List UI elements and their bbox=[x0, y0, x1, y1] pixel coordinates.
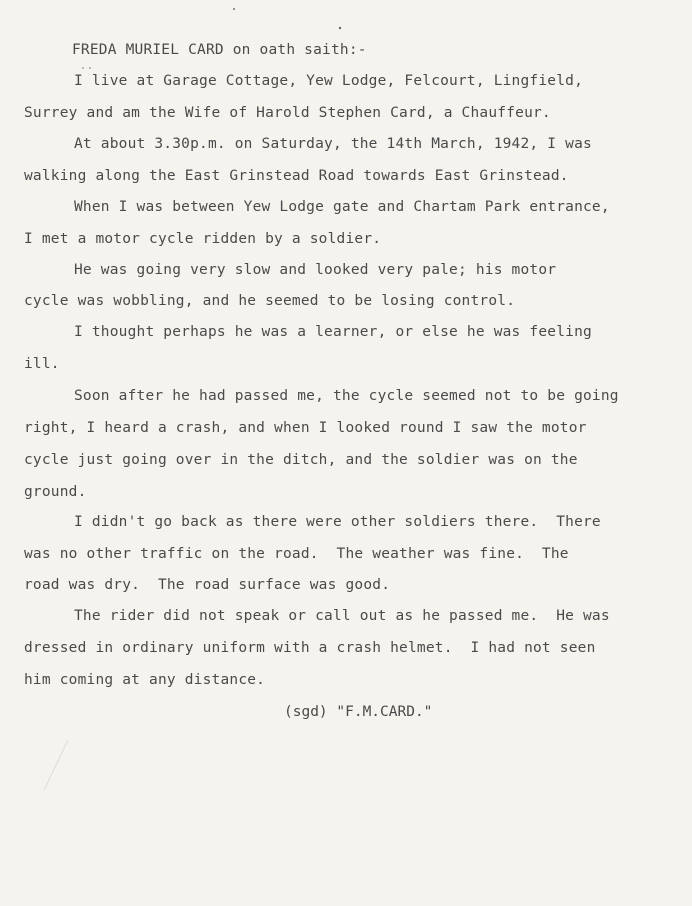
statement-line: cycle just going over in the ditch, and the soldier was on the bbox=[24, 452, 578, 468]
statement-line: He was going very slow and looked very pale; his motor bbox=[74, 262, 557, 278]
signature-line: (sgd) "F.M.CARD." bbox=[284, 704, 433, 720]
statement-line: I didn't go back as there were other soldiers there. There bbox=[74, 514, 601, 530]
statement-line: I live at Garage Cottage, Yew Lodge, Felcourt, Lingfield, bbox=[74, 73, 583, 89]
statement-heading: FREDA MURIEL CARD on oath saith:- bbox=[72, 42, 367, 58]
statement-line: I met a motor cycle ridden by a soldier. bbox=[24, 231, 382, 247]
statement-line: was no other traffic on the road. The weather was fine. The bbox=[24, 546, 569, 562]
statement-line: road was dry. The road surface was good. bbox=[24, 577, 391, 593]
statement-line: dressed in ordinary uniform with a crash helmet. I had not seen bbox=[24, 640, 596, 656]
statement-line: ill. bbox=[24, 356, 60, 372]
statement-line: cycle was wobbling, and he seemed to be losing control. bbox=[24, 293, 516, 309]
statement-line: At about 3.30p.m. on Saturday, the 14th March, 1942, I was bbox=[74, 136, 592, 152]
statement-line: Surrey and am the Wife of Harold Stephen Card, a Chauffeur. bbox=[24, 105, 551, 121]
statement-line: him coming at any distance. bbox=[24, 672, 266, 688]
statement-line: walking along the East Grinstead Road towards East Grinstead. bbox=[24, 168, 569, 184]
statement-line: I thought perhaps he was a learner, or else he was feeling bbox=[74, 324, 592, 340]
statement-line: The rider did not speak or call out as he passed me. He was bbox=[74, 608, 610, 624]
statement-line: ground. bbox=[24, 484, 87, 500]
statement-line: When I was between Yew Lodge gate and Chartam Park entrance, bbox=[74, 199, 610, 215]
statement-line: right, I heard a crash, and when I looked round I saw the motor bbox=[24, 420, 587, 436]
statement-line: Soon after he had passed me, the cycle seemed not to be going bbox=[74, 388, 619, 404]
